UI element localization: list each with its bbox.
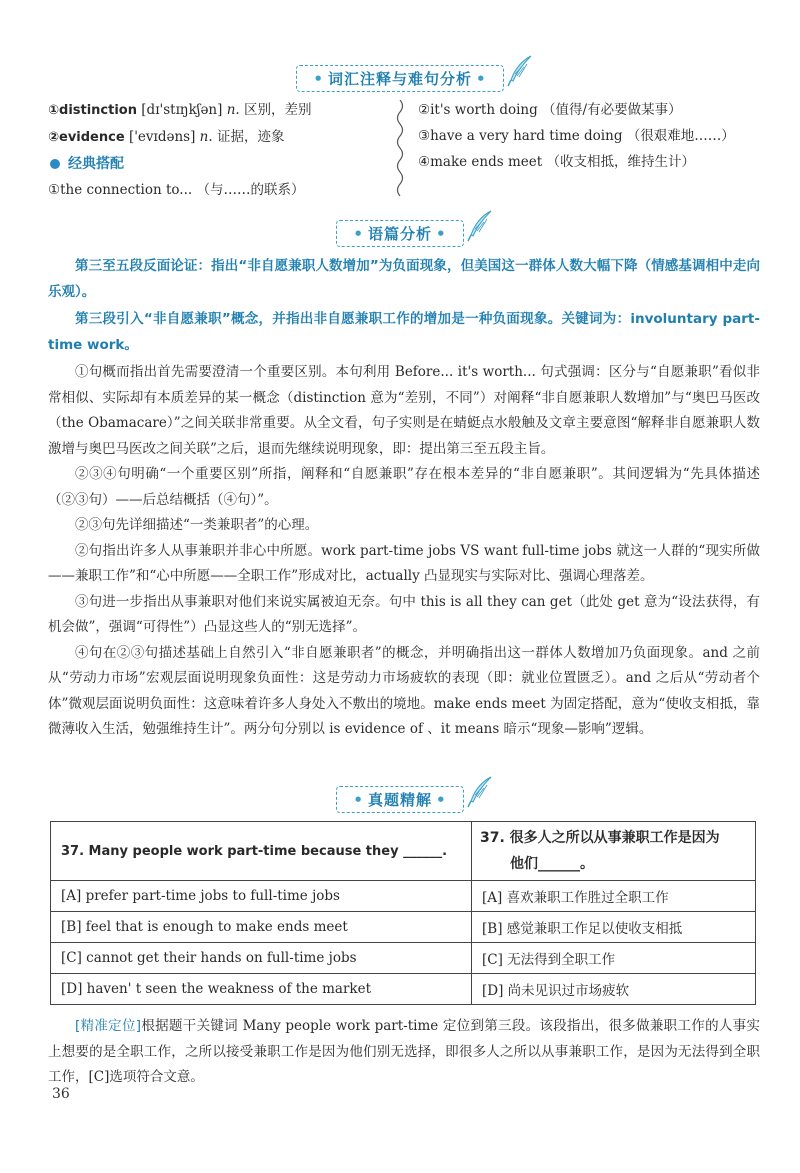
collocation-title [48,151,388,177]
exam-section-header [0,783,800,815]
answer-text: 根据题干关键词 Many people work part-time 定位到第三段。该段指出，很多做兼职工作的人事实上想要的是全职工作，之所以接受兼职工作是因为他们别无选择，即很多人之所以从事兼职工作，是因为无法得到全职工作，[C]选项符合文意。 [48,1018,760,1085]
bullet-dot-icon [50,159,60,169]
collocation-item: ①the connection to... （与……的联系） [48,182,305,198]
phrase-item: ④make ends meet （收支相抵，维持生计） [418,154,695,170]
question-zh-line: 他们______。 [510,856,594,872]
analysis-section-header [0,217,800,249]
wavy-divider-icon [393,100,407,196]
option-row [51,943,756,974]
question-zh-line: 37. 很多人之所以从事兼职工作是因为 [480,830,720,846]
analysis-body [48,254,760,743]
question-row [51,822,756,881]
question-en: 37. Many people work part-time because they ______. [51,822,472,881]
option-row [51,974,756,1005]
page-number: 36 [52,1086,70,1102]
phrase-item: ③have a very hard time doing （很艰难地……） [418,128,735,144]
analysis-paragraph: ②③④句明确“一个重要区别”所指，阐释和“自愿兼职”存在根本差异的“非自愿兼职”。其间逻辑为“先具体描述（②③句）——后总结概括（④句）”。 [48,466,760,508]
analysis-paragraph: ②③句先详细描述“一类兼职者”的心理。 [75,517,319,533]
analysis-summary: 第三至五段反面论证：指出“非自愿兼职人数增加”为负面现象，但美国这一群体人数大幅下降（情感基调相中走向乐观）。 [48,258,760,300]
answer-explanation [48,1014,760,1091]
vocab-left-column [48,97,388,203]
analysis-paragraph: ①句概而指出首先需要澄清一个重要区别。本句利用 Before... it's worth... 句式强调：区分与“自愿兼职”看似非常相似、实际却有本质差异的某一概念（distinction 意为“差别，不同”）对阐释“非自愿兼职人数增加”与“奥巴马医改（the Obamacare）”之间关联非常重要。从全文看，句子实则是在蜻蜓点水般触及文章主要意图“解释非自愿兼职人数激增与奥巴马医改之间关联”之后，退而先继续说明现象，即：提出第三至五段主旨。 [48,364,760,457]
option-zh: [A] 喜欢兼职工作胜过全职工作 [472,881,756,912]
option-zh: [C] 无法得到全职工作 [472,943,756,974]
answer-tag: [精准定位] [75,1018,142,1034]
option-zh: [B] 感觉兼职工作足以使收支相抵 [472,912,756,943]
vocab-phonetic: ['evɪdəns] [124,129,200,145]
vocab-right-column [418,97,758,175]
option-en: [D] haven' t seen the weakness of the market [51,974,472,1005]
option-en: [C] cannot get their hands on full-time jobs [51,943,472,974]
analysis-paragraph: ②句指出许多人从事兼职并非心中所愿。work part-time jobs VS want full-time jobs 就这一人群的“现实所做——兼职工作”和“心中所愿——全职工作”形成对比，actually 凸显现实与实际对比、强调心理落差。 [48,542,760,584]
exam-header-box: • 真题精解 • [336,786,463,813]
vocab-item [48,124,388,151]
collocation-title-text: 经典搭配 [68,156,124,172]
option-row [51,881,756,912]
analysis-paragraph: ④句在②③句描述基础上自然引入“非自愿兼职者”的概念，并明确指出这一群体人数增加乃负面现象。and 之前从“劳动力市场”宏观层面说明现象负面性：这是劳动力市场疲软的表现（即：就业位置匮乏）。and 之后从“劳动者个体”微观层面说明负面性：这意味着许多人身处入不敷出的境地。make ends meet 为固定搭配，意为“使收支相抵，靠微薄收入生活，勉强维持生计”。两分句分别以 is evidence of 、it means 暗示“现象—影响”逻辑。 [48,644,760,737]
quill-icon [505,54,533,88]
vocab-pos: n. [226,102,240,118]
option-en: [B] feel that is enough to make ends meet [51,912,472,943]
option-en: [A] prefer part-time jobs to full-time jobs [51,881,472,912]
vocab-meaning: 区别，差别 [239,102,312,118]
vocab-pos: n. [199,129,213,145]
vocab-word: ②evidence [48,130,125,145]
analysis-paragraph: ③句进一步指出从事兼职对他们来说实属被迫无奈。句中 this is all they can get（此处 get 意为“设法获得，有机会做”，强调“可得性”）凸显这些人的“别无选择”。 [48,593,760,635]
quill-icon [465,775,493,809]
quill-icon [465,209,493,243]
option-row [51,912,756,943]
vocab-section-header [0,62,800,94]
analysis-header-box: • 语篇分析 • [336,220,463,247]
vocab-phonetic: [dɪ'stɪŋkʃən] [137,102,227,118]
question-table [50,821,756,1005]
vocab-header-title: 词汇注释与难句分析 [327,69,472,88]
vocab-header-box: • 词汇注释与难句分析 • [296,65,503,92]
phrase-item: ②it's worth doing （值得/有必要做某事） [418,102,682,118]
vocab-item [48,97,388,124]
vocab-meaning: 证据，迹象 [212,129,285,145]
question-zh [472,822,756,881]
paragraph-three-summary: 第三段引入“非自愿兼职”概念，并指出非自愿兼职工作的增加是一种负面现象。关键词为：involuntary part-time work。 [48,311,760,353]
exam-header-title: 真题精解 [367,790,432,809]
analysis-header-title: 语篇分析 [367,224,432,243]
vocab-word: ①distinction [48,103,137,118]
option-zh: [D] 尚未见识过市场疲软 [472,974,756,1005]
